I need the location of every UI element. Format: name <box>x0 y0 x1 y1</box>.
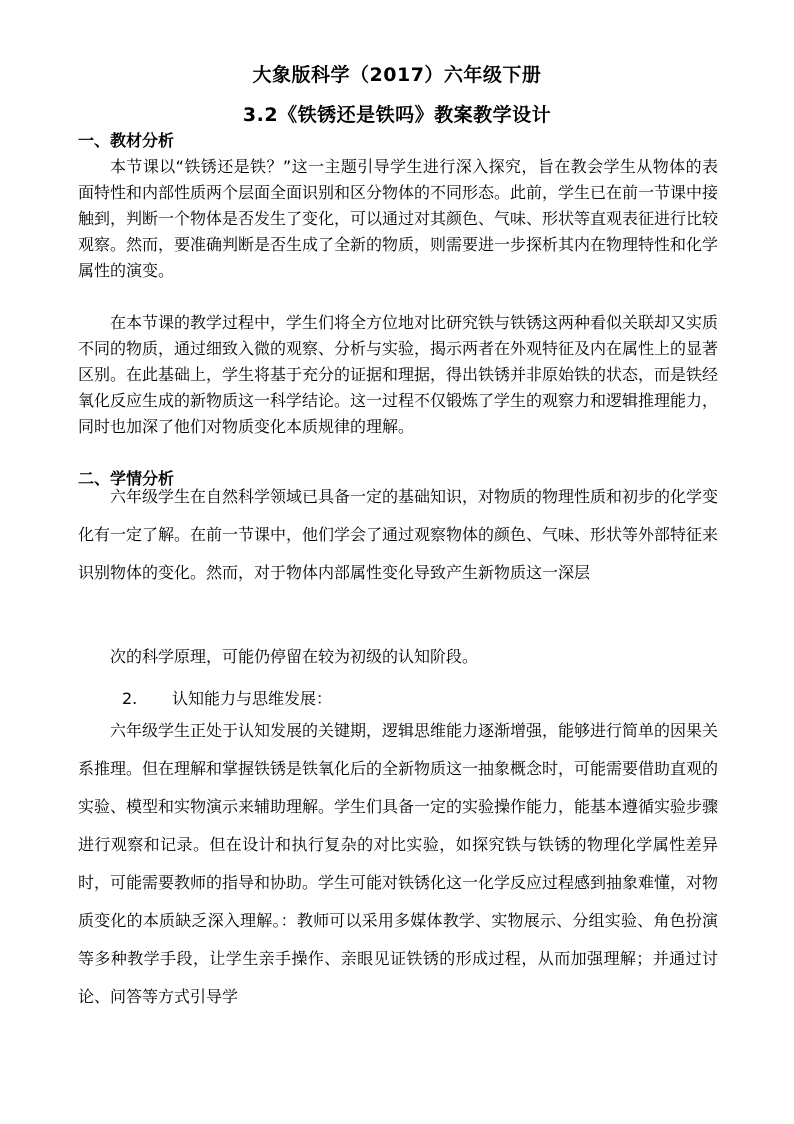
list-item-number: 2. <box>122 689 138 708</box>
paragraph: 六年级学生正处于认知发展的关键期，逻辑思维能力逐渐增强，能够进行简单的因果关系推理。但在理解和掌握铁锈是铁氧化后的全新物质这一抽象概念时，可能需要借助直观的实验、模型和实物演示来辅助理解。学生们具备一定的实验操作能力，能基本遵循实验步骤进行观察和记录。但在设计和执行复杂的对比实验，如探究铁与铁锈的物理化学属性差异时，可能需要教师的指导和协助。学生可能对铁锈化这一化学反应过程感到抽象难懂，对物质变化的本质缺乏深入理解。：教师可以采用多媒体教学、实物展示、分组实验、角色扮演等多种教学手段，让学生亲手操作、亲眼见证铁锈的形成过程，从而加强理解；并通过讨论、问答等方式引导学 <box>78 721 719 1006</box>
section-heading-textbook-analysis: 一、教材分析 <box>78 131 175 150</box>
list-item <box>122 686 332 709</box>
paragraph: 六年级学生在自然科学领域已具备一定的基础知识，对物质的物理性质和初步的化学变化有一定了解。在前一节课中，他们学会了通过观察物体的颜色、气味、形状等外部特征来识别物体的变化。然而，对于物体内部属性变化导致产生新物质这一深层 <box>78 487 719 582</box>
paragraph: 本节课以“铁锈还是铁？”这一主题引导学生进行深入探究，旨在教会学生从物体的表面特性和内部性质两个层面全面识别和区分物体的不同形态。此前，学生已在前一节课中接触到，判断一个物体是否发生了变化，可以通过对其颜色、气味、形状等直观表征进行比较观察。然而，要准确判断是否生成了全新的物质，则需要进一步探析其内在物理特性和化学属性的演变。 <box>78 157 719 280</box>
list-item-text: 认知能力与思维发展： <box>172 689 333 708</box>
paragraph: 次的科学原理，可能仍停留在较为初级的认知阶段。 <box>110 647 479 666</box>
paragraph: 在本节课的教学过程中，学生们将全方位地对比研究铁与铁锈这两种看似关联却又实质不同的物质，通过细致入微的观察、分析与实验，揭示两者在外观特征及内在属性上的显著区别。在此基础上，学生将基于充分的证据和理据，得出铁锈并非原始铁的状态，而是铁经氧化反应生成的新物质这一科学结论。这一过程不仅锻炼了学生的观察力和逻辑推理能力，同时也加深了他们对物质变化本质规律的理解。 <box>78 313 719 436</box>
document-title: 大象版科学（2017）六年级下册 <box>252 64 542 86</box>
section-heading-student-analysis: 二、学情分析 <box>78 469 175 488</box>
document-subtitle: 3.2《铁锈还是铁吗》教案教学设计 <box>242 104 552 126</box>
